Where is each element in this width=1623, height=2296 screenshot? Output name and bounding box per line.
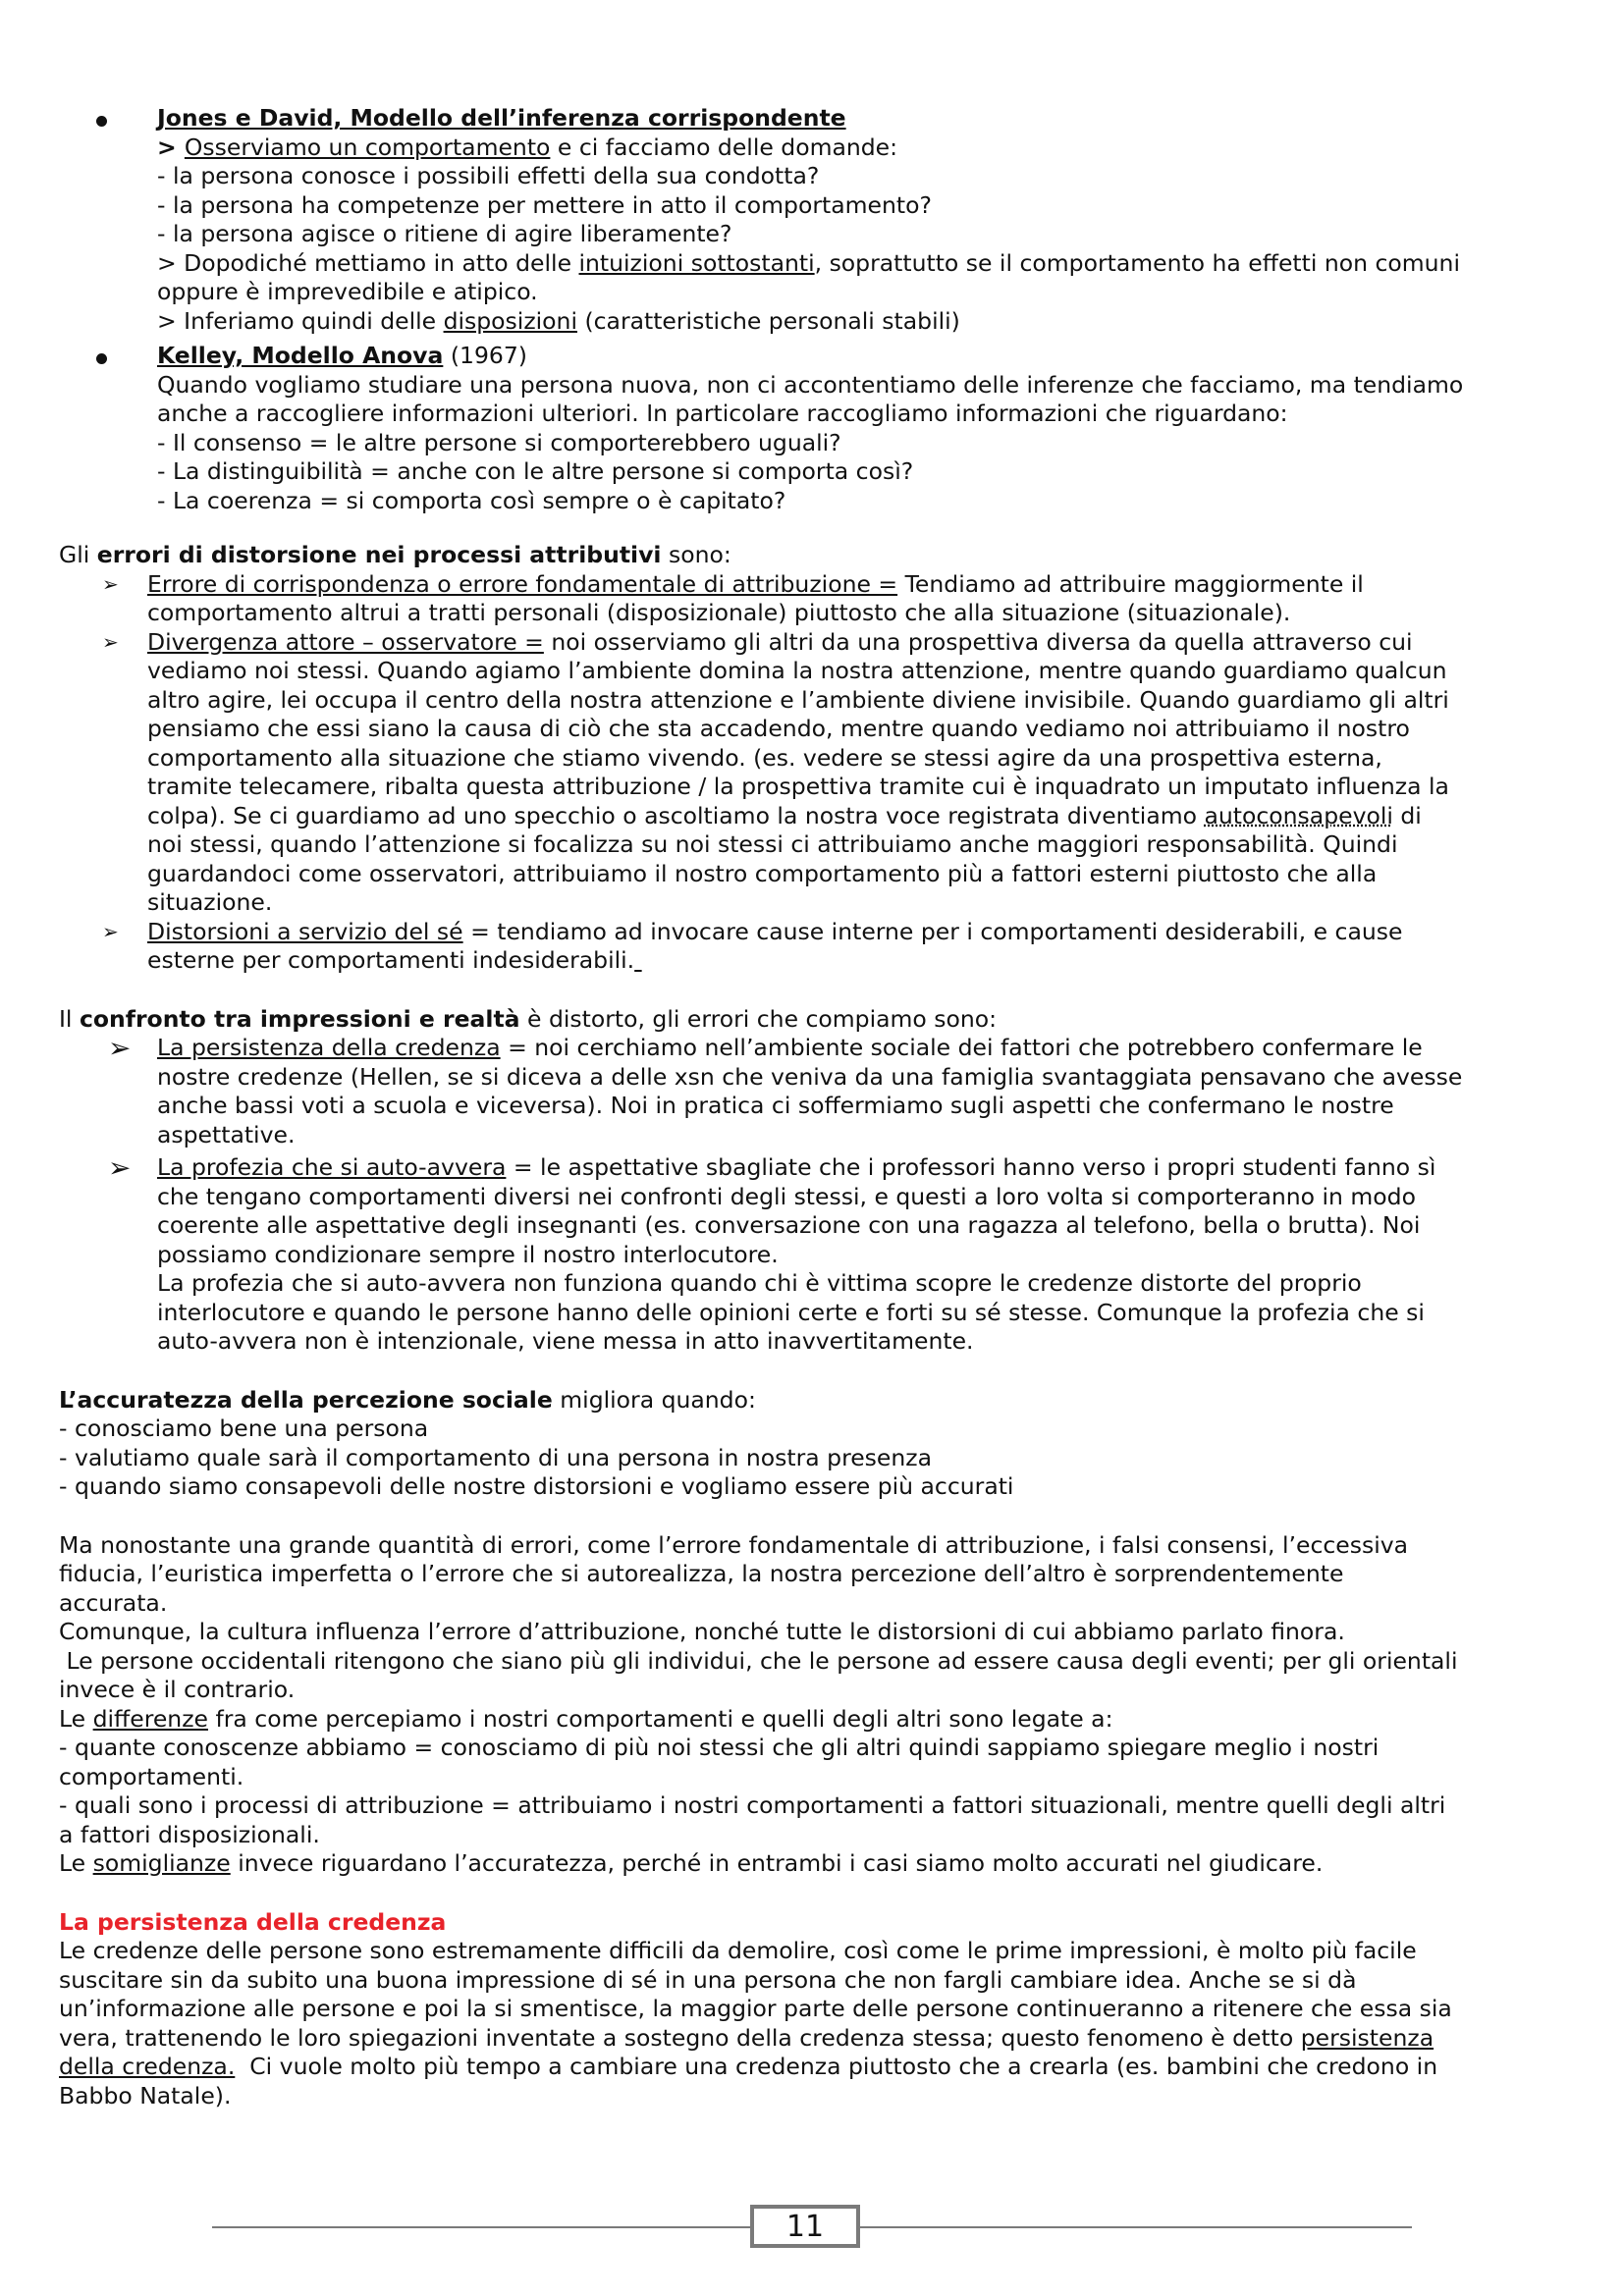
list-item: ➢ La persistenza della credenza = noi cerchiamo nell’ambiente sociale dei fattori che potrebbero confermare le nostre credenze (Hellen, se si diceva a delle xsn che veniva da una famiglia svantaggiata pensavano che avesse anche bassi voti a scuola e viceversa). Noi in pratica ci soffermiamo sugli aspetti che confermano le nostre aspettative. xyxy=(108,1032,1463,1148)
arrow-bullet-icon: ➢ xyxy=(102,919,119,943)
list-item: ➢ La profezia che si auto-avvera = le aspettative sbagliate che i professori hanno verso i propri studenti fanno sì che tengano comportamenti diversi nei confronti degli stessi, e questi a loro volta si comporteranno in modo coerente alle aspettative degli insegnanti (es. conversazione con una ragazza al telefono, bella o brutta). Noi possiamo condizionare sempre il nostro interlocutore. La profezia che si auto-avvera non funziona quando chi è vittima scopre le credenze distorte del proprio interlocutore e quando le persone hanno delle opinioni certe e forti su sé stesse. Comunque la profezia che si auto-avvera non è intenzionale, viene messa in atto inavvertitamente. xyxy=(108,1151,1436,1355)
section-title: Kelley, Modello Anova xyxy=(157,342,444,369)
errors-list xyxy=(102,569,1571,976)
section-heading: La persistenza della credenza xyxy=(59,1907,447,1936)
list-item: ➢ Distorsioni a servizio del sé = tendiamo ad invocare cause interne per i comportamenti desiderabili, e cause esterne per comportamenti indesiderabili. xyxy=(102,917,1403,974)
confronto-list xyxy=(108,1032,1571,1357)
list-item: ➢ Divergenza attore – osservatore = noi osserviamo gli altri da una prospettiva diversa da quella attraverso cui vediamo noi stessi. Quando agiamo l’ambiente domina la nostra attenzione, mentre quando guardiamo qualcun altro agire, lei occupa il centro della nostra attenzione e l’ambiente diviene invisibile. Quando guardiamo gli altri pensiamo che essi siano la causa di ciò che sta accadendo, mentre quando vediamo noi attribuiamo il nostro comportamento alla situazione che stiamo vivendo. (es. vedere se stessi agire da una prospettiva esterna, tramite telecamere, ribalta questa attribuzione / la prospettiva tramite cui è inquadrato un imputato influenza la colpa). Se ci guardiamo ad uno specchio o ascoltiamo la nostra voce registrata diventiamo autoconsapevoli di noi stessi, quando l’attenzione si focalizza su noi stessi ci attribuiamo anche maggiori responsabilità. Quindi guardandoci come osservatori, attribuiamo il nostro comportamento più a fattori esterni piuttosto che alla situazione. xyxy=(102,627,1449,916)
accuratezza-section: L’accuratezza della percezione sociale migliora quando: - conosciamo bene una persona - valutiamo quale sarà il comportamento di una persona in nostra presenza - quando siamo consapevoli delle nostre distorsioni e vogliamo essere più accurati xyxy=(59,1385,1014,1500)
list-item: Kelley, Modello Anova (1967) Quando vogliamo studiare una persona nuova, non ci accontentiamo delle inferenze che facciamo, ma tendiamo anche a raccogliere informazioni ulteriori. In particolare raccogliamo informazioni che riguardano: - Il consenso = le altre persone si comporterebbero uguali? - La distinguibilità = anche con le altre persone si comporta così? - La coerenza = si comporta così sempre o è capitato? xyxy=(157,342,1571,515)
culture-section: Ma nonostante una grande quantità di errori, come l’errore fondamentale di attribuzione, i falsi consensi, l’eccessiva fiducia, l’euristica imperfetta o l’errore che si autorealizza, la nostra percezione dell’altro è sorprendentemente accurata. Comunque, la cultura influenza l’errore d’attribuzione, nonché tutte le distorsioni di cui abbiamo parlato finora. Le persone occidentali ritengono che siano più gli individui, che le persone ad essere causa degli eventi; per gli orientali invece è il contrario. Le differenze fra come percepiamo i nostri comportamenti e quelli degli altri sono legate a: - quante conoscenze abbiamo = conosciamo di più noi stessi che gli altri quindi sappiamo spiegare meglio i nostri comportamenti. - quali sono i processi di attribuzione = attribuiamo i nostri comportamenti a fattori situazionali, mentre quelli degli altri a fattori disposizionali. Le somiglianze invece riguardano l’accuratezza, perché in entrambi i casi siamo molto accurati nel giudicare. xyxy=(59,1530,1458,1877)
arrow-bullet-icon: ➢ xyxy=(102,629,119,654)
page-number: 11 xyxy=(750,2205,860,2248)
list-item: ➢ Errore di corrispondenza o errore fondamentale di attribuzione = Tendiamo ad attribuire maggiormente il comportamento altrui a tratti personali (disposizionale) piuttosto che alla situazione (situazionale). xyxy=(102,569,1364,626)
errors-section: Gli errori di distorsione nei processi attributivi sono: ➢ Errore di corrispondenza o errore fondamentale di attribuzione = Tendiamo ad attribuire maggiormente il comportamento altrui a tratti personali (disposizionale) piuttosto che alla situazione (situazionale). ➢ Divergenza attore – osservatore = noi osserviamo gli altri da una prospettiva diversa da quella attraverso cui vediamo noi stessi. Quando agiamo l’ambiente domina la nostra attenzione, mentre quando guardiamo qualcun altro agire, lei occupa il centro della nostra attenzione e l’ambiente diviene invisibile. Quando guardiamo gli altri pensiamo che essi siano la causa di ciò che sta accadendo, mentre quando vediamo noi attribuiamo il nostro comportamento alla situazione che stiamo vivendo. (es. vedere se stessi agire da una prospettiva esterna, tramite telecamere, ribalta questa attribuzione / la prospettiva tramite cui è inquadrato un imputato influenza la colpa). Se ci guardiamo ad uno specchio o ascoltiamo la nostra voce registrata diventiamo autoconsapevoli di noi stessi, quando l’attenzione si focalizza su noi stessi ci attribuiamo anche maggiori responsabilità. Quindi guardandoci come osservatori, attribuiamo il nostro comportamento più a fattori esterni piuttosto che alla situazione. ➢ Distorsioni a servizio del sé = tendiamo ad invocare cause interne per i comportamenti desiderabili, e cause esterne per comportamenti indesiderabili. xyxy=(59,541,1571,976)
persistenza-section: La persistenza della credenza Le credenze delle persone sono estremamente difficili da demolire, così come le prime impressioni, è molto più facile suscitare sin da subito una buona impressione di sé in una persona che non fargli cambiare idea. Anche se si dà un’informazione alle persone e poi la si smentisce, la maggior parte delle persone continueranno a ritenere che essa sia vera, trattenendo le loro spiegazioni inventate a sostegno della credenza stessa; questo fenomeno è detto persistenza della credenza. Ci vuole molto più tempo a cambiare una credenza piuttosto che a crearla (es. bambini che credono in Babbo Natale). xyxy=(59,1908,1571,2111)
confronto-section: Il confronto tra impressioni e realtà è distorto, gli errori che compiamo sono: ➢ La persistenza della credenza = noi cerchiamo nell’ambiente sociale dei fattori che potrebbero confermare le nostre credenze (Hellen, se si diceva a delle xsn che veniva da una famiglia svantaggiata pensavano che avesse anche bassi voti a scuola e viceversa). Noi in pratica ci soffermiamo sugli aspetti che confermano le nostre aspettative. ➢ La profezia che si auto-avvera = le aspettative sbagliate che i professori hanno verso i propri studenti fanno sì che tengano comportamenti diversi nei confronti degli stessi, e questi a loro volta si comporteranno in modo coerente alle aspettative degli insegnanti (es. conversazione con una ragazza al telefono, bella o brutta). Noi possiamo condizionare sempre il nostro interlocutore. La profezia che si auto-avvera non funziona quando chi è vittima scopre le credenze distorte del proprio interlocutore e quando le persone hanno delle opinioni certe e forti su sé stesse. Comunque la profezia che si auto-avvera non è intenzionale, viene messa in atto inavvertitamente. xyxy=(59,1005,1571,1357)
bullet-dot-icon xyxy=(96,353,107,364)
bullet-dot-icon xyxy=(96,116,107,127)
document-body xyxy=(59,104,1571,2110)
arrow-bullet-icon: ➢ xyxy=(108,1032,132,1064)
theories-list xyxy=(157,104,1571,515)
arrow-bullet-icon: ➢ xyxy=(102,571,119,596)
list-item: Jones e David, Modello dell’inferenza corrispondente > Osserviamo un comportamento e ci facciamo delle domande: - la persona conosce i possibili effetti della sua condotta? - la persona ha competenze per mettere in atto il comportamento? - la persona agisce o ritiene di agire liberamente? > Dopodiché mettiamo in atto delle intuizioni sottostanti, soprattutto se il comportamento ha effetti non comuni oppure è imprevedibile e atipico. > Inferiamo quindi delle disposizioni (caratteristiche personali stabili) xyxy=(157,104,1571,336)
arrow-bullet-icon: ➢ xyxy=(108,1151,132,1184)
section-title: Jones e David, Modello dell’inferenza corrispondente xyxy=(157,104,846,132)
page-footer xyxy=(212,2205,1412,2248)
